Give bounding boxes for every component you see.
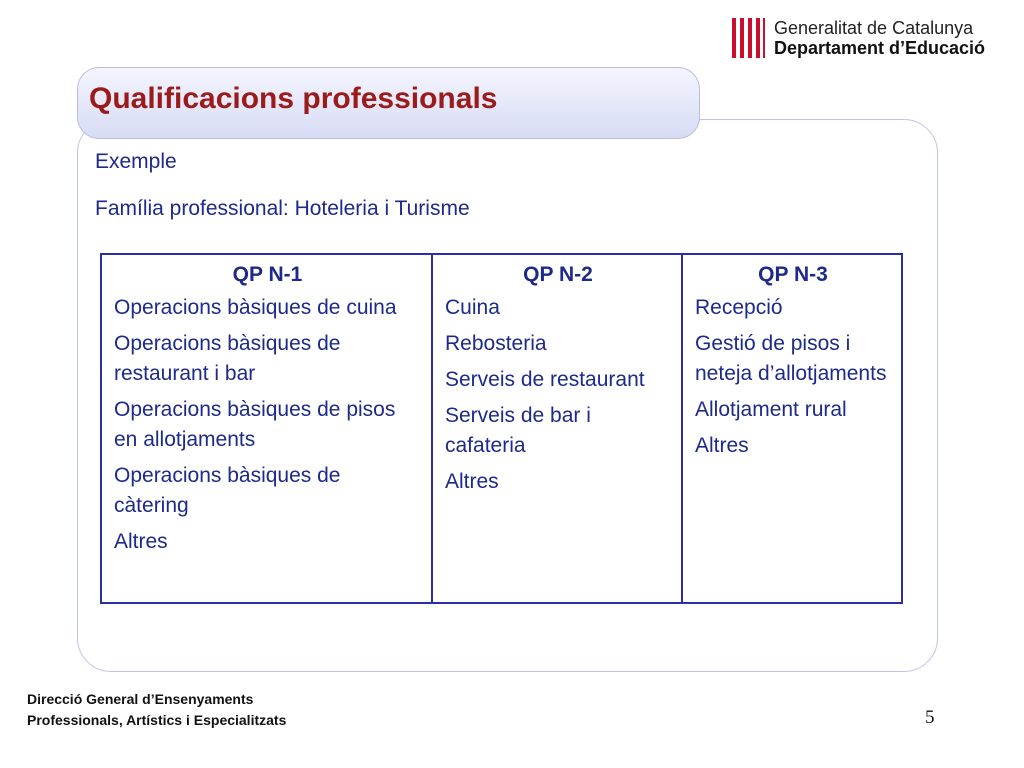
professional-family-line: Família professional: Hoteleria i Turisme (95, 197, 470, 220)
list-item: Operacions bàsiques de càtering (114, 464, 341, 517)
list-item: Allotjament rural (695, 398, 847, 421)
list-item: Recepció (695, 296, 783, 319)
slide-title: Qualificacions professionals (89, 82, 498, 115)
organization-name (774, 18, 985, 58)
qualifications-table (100, 253, 903, 604)
list-item: Cuina (445, 296, 500, 319)
footer-line1: Direcció General d’Ensenyaments (27, 691, 254, 707)
page-number: 5 (925, 707, 935, 728)
list-item: Rebosteria (445, 332, 547, 355)
senyera-stripes-icon (730, 16, 766, 60)
slide-subtitle: Exemple (95, 150, 177, 173)
table-column-qp-n3 (682, 254, 902, 603)
column-header: QP N-2 (523, 263, 593, 286)
list-item: Altres (114, 530, 168, 553)
list-item: Altres (695, 434, 749, 457)
column-header: QP N-3 (758, 263, 828, 286)
footer-department (27, 689, 286, 731)
list-item: Gestió de pisos i neteja d’allotjaments (695, 332, 887, 385)
generalitat-logo (730, 16, 985, 60)
organization-name-line2: Departament d’Educació (774, 38, 986, 58)
table-row (101, 254, 902, 603)
list-item: Serveis de bar i cafateria (445, 404, 591, 457)
list-item: Altres (445, 470, 499, 493)
table-column-qp-n2 (432, 254, 682, 603)
organization-name-line1: Generalitat de Catalunya (774, 18, 974, 38)
list-item: Serveis de restaurant (445, 368, 645, 391)
list-item: Operacions bàsiques de restaurant i bar (114, 332, 341, 385)
list-item: Operacions bàsiques de cuina (114, 296, 397, 319)
footer-line2: Professionals, Artístics i Especialitzats (27, 712, 287, 728)
column-header: QP N-1 (232, 263, 303, 286)
table-column-qp-n1 (101, 254, 432, 603)
list-item: Operacions bàsiques de pisos en allotjaments (114, 398, 396, 451)
